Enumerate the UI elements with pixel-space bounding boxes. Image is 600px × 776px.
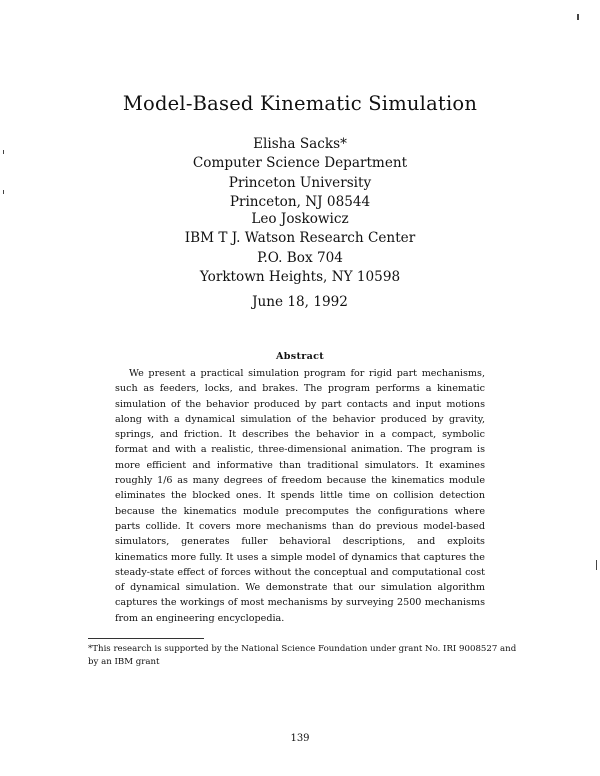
paper-date: June 18, 1992 [252, 294, 348, 310]
scan-mark [577, 14, 579, 20]
footnote: *This research is supported by the National Science Foundation under grant No. IRI 9008527 and by an IBM grant [88, 644, 517, 667]
page-number: 139 [290, 733, 310, 744]
abstract-body [115, 366, 485, 626]
author2-block [0, 210, 600, 288]
scan-mark [3, 150, 4, 154]
scan-mark [3, 190, 4, 194]
author2-location: Yorktown Heights, NY 10598 [199, 269, 401, 286]
author1-block [0, 135, 600, 213]
author2-box: P.O. Box 704 [257, 249, 343, 266]
author2-institution: IBM T J. Watson Research Center [184, 230, 416, 247]
author1-location: Princeton, NJ 08544 [229, 194, 371, 211]
abstract-heading: Abstract [276, 351, 324, 362]
footnote-rule [88, 638, 204, 639]
scan-mark [596, 560, 597, 570]
author2-name: Leo Joskowicz [251, 211, 349, 227]
paper-title: Model-Based Kinematic Simulation [122, 92, 478, 115]
author1-name: Elisha Sacks* [253, 136, 347, 152]
author1-institution: Princeton University [228, 174, 372, 191]
abstract-text: We present a practical simulation program for rigid part mechanisms, such as feeders, locks, and brakes. The program performs a kinematic simulation of the behavior produced by part contacts and input motions along with a dynamical simulation of the behavior produced by gravity, springs, and friction. It describes the behavior in a compact, symbolic format and with a realistic, three-dimensional animation. The program is more efficient and informative than traditional simulators. It examines roughly 1/6 as many degrees of freedom because the kinematics module eliminates the blocked ones. It spends little time on collision detection because the kinematics module precomputes the configurations where parts collide. It covers more mechanisms than do previous model-based simulators, generates fuller behavioral descriptions, and exploits kinematics more fully. It uses a simple model of dynamics that captures the steady-state effect of forces without the conceptual and computational cost of dynamical simulation. We demonstrate that our simulation algorithm captures the workings of most mechanisms by surveying 2500 mechanisms from an engineering encyclopedia. [115, 368, 485, 624]
author1-dept: Computer Science Department [192, 155, 408, 172]
